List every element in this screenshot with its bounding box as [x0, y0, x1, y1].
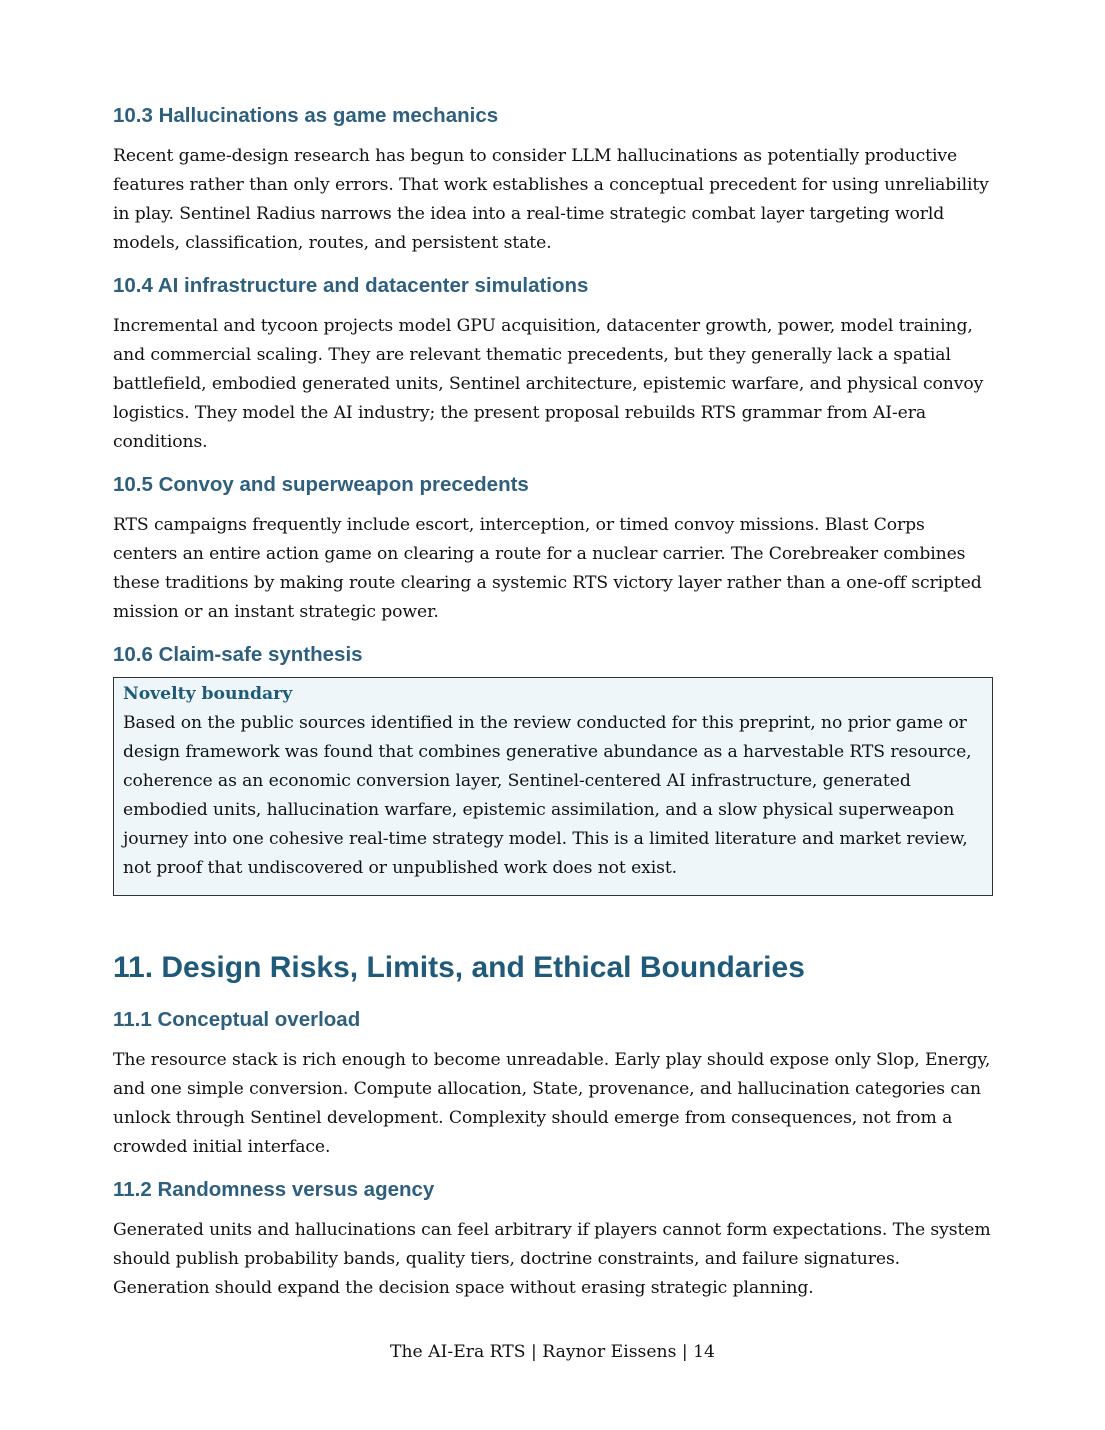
- section-11-1-heading: 11.1 Conceptual overload: [113, 1008, 361, 1031]
- section-10-6-heading: 10.6 Claim-safe synthesis: [113, 643, 363, 666]
- section-11-2-heading: 11.2 Randomness versus agency: [113, 1178, 435, 1201]
- section-10-4-heading: 10.4 AI infrastructure and datacenter simulations: [113, 274, 589, 297]
- novelty-boundary-callout: [113, 677, 993, 896]
- page-footer: The AI-Era RTS | Raynor Eissens | 14: [390, 1342, 715, 1362]
- document-page: [113, 100, 993, 1315]
- section-10-4-body: Incremental and tycoon projects model GPU acquisition, datacenter growth, power, model training, and commercial scaling. They are relevant thematic precedents, but they generally lack a spatial battlefield, embodied generated units, Sentinel architecture, epistemic warfare, and physical convoy logistics. They model the AI industry; the present proposal rebuilds RTS grammar from AI-era conditions.: [113, 316, 984, 452]
- section-11-2-body: Generated units and hallucinations can feel arbitrary if players cannot form expectations. The system should publish probability bands, quality tiers, doctrine constraints, and failure signatures. Generation should expand the decision space without erasing strategic planning.: [113, 1220, 991, 1298]
- section-10-3-heading: 10.3 Hallucinations as game mechanics: [113, 104, 499, 127]
- section-11-1-body: The resource stack is rich enough to become unreadable. Early play should expose only Slop, Energy, and one simple conversion. Compute allocation, State, provenance, and hallucination categories can unlock through Sentinel development. Complexity should emerge from consequences, not from a crowded initial interface.: [113, 1050, 991, 1157]
- section-11-heading: 11. Design Risks, Limits, and Ethical Boundaries: [113, 951, 805, 984]
- section-10-5-body: RTS campaigns frequently include escort, interception, or timed convoy missions. Blast Corps centers an entire action game on clearing a route for a nuclear carrier. The Corebreaker combines these traditions by making route clearing a systemic RTS victory layer rather than a one-off scripted mission or an instant strategic power.: [113, 515, 982, 622]
- callout-body: Based on the public sources identified in the review conducted for this preprint, no prior game or design framework was found that combines generative abundance as a harvestable RTS resource, coherence as an economic conversion layer, Sentinel-centered AI infrastructure, generated embodied units, hallucination warfare, epistemic assimilation, and a slow physical superweapon journey into one cohesive real-time strategy model. This is a limited literature and market review, not proof that undiscovered or unpublished work does not exist.: [123, 713, 972, 878]
- callout-title: Novelty boundary: [123, 684, 293, 704]
- section-10-5-heading: 10.5 Convoy and superweapon precedents: [113, 473, 529, 496]
- section-10-3-body: Recent game-design research has begun to consider LLM hallucinations as potentially productive features rather than only errors. That work establishes a conceptual precedent for using unreliability in play. Sentinel Radius narrows the idea into a real-time strategic combat layer targeting world models, classification, routes, and persistent state.: [113, 146, 989, 253]
